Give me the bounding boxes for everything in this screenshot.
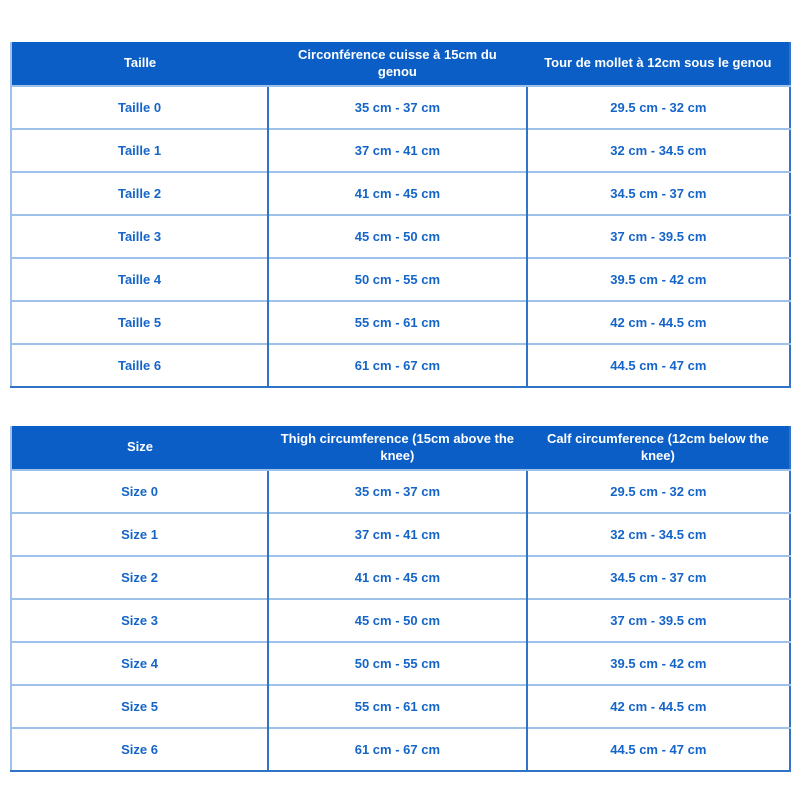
measurement-cell: 32 cm - 34.5 cm bbox=[527, 129, 790, 172]
measurement-cell: 41 cm - 45 cm bbox=[268, 172, 527, 215]
size-label-cell: Size 6 bbox=[11, 728, 268, 771]
table-row bbox=[11, 599, 790, 642]
table-row bbox=[11, 470, 790, 513]
measurement-cell: 37 cm - 39.5 cm bbox=[527, 215, 790, 258]
column-header: Thigh circumference (15cm above the knee) bbox=[268, 426, 527, 470]
measurement-cell: 45 cm - 50 cm bbox=[268, 599, 527, 642]
measurement-cell: 45 cm - 50 cm bbox=[268, 215, 527, 258]
table-row bbox=[11, 258, 790, 301]
size-label-cell: Size 1 bbox=[11, 513, 268, 556]
measurement-cell: 39.5 cm - 42 cm bbox=[527, 258, 790, 301]
size-label-cell: Size 0 bbox=[11, 470, 268, 513]
size-label-cell: Size 2 bbox=[11, 556, 268, 599]
table-row bbox=[11, 513, 790, 556]
table-row bbox=[11, 86, 790, 129]
measurement-cell: 42 cm - 44.5 cm bbox=[527, 301, 790, 344]
measurement-cell: 37 cm - 39.5 cm bbox=[527, 599, 790, 642]
column-header: Circonférence cuisse à 15cm du genou bbox=[268, 42, 527, 86]
measurement-cell: 61 cm - 67 cm bbox=[268, 728, 527, 771]
size-label-cell: Taille 3 bbox=[11, 215, 268, 258]
measurement-cell: 61 cm - 67 cm bbox=[268, 344, 527, 387]
measurement-cell: 42 cm - 44.5 cm bbox=[527, 685, 790, 728]
measurement-cell: 50 cm - 55 cm bbox=[268, 642, 527, 685]
header-row bbox=[11, 42, 790, 86]
table-row bbox=[11, 685, 790, 728]
measurement-cell: 44.5 cm - 47 cm bbox=[527, 344, 790, 387]
measurement-cell: 32 cm - 34.5 cm bbox=[527, 513, 790, 556]
size-label-cell: Size 5 bbox=[11, 685, 268, 728]
measurement-cell: 44.5 cm - 47 cm bbox=[527, 728, 790, 771]
table-row bbox=[11, 556, 790, 599]
measurement-cell: 29.5 cm - 32 cm bbox=[527, 470, 790, 513]
measurement-cell: 35 cm - 37 cm bbox=[268, 86, 527, 129]
measurement-cell: 29.5 cm - 32 cm bbox=[527, 86, 790, 129]
header-row bbox=[11, 426, 790, 470]
size-label-cell: Size 3 bbox=[11, 599, 268, 642]
size-label-cell: Taille 2 bbox=[11, 172, 268, 215]
table-row bbox=[11, 728, 790, 771]
size-table-english bbox=[10, 426, 791, 772]
column-header: Tour de mollet à 12cm sous le genou bbox=[527, 42, 790, 86]
measurement-cell: 41 cm - 45 cm bbox=[268, 556, 527, 599]
table-row bbox=[11, 215, 790, 258]
size-label-cell: Taille 6 bbox=[11, 344, 268, 387]
measurement-cell: 35 cm - 37 cm bbox=[268, 470, 527, 513]
table-row bbox=[11, 344, 790, 387]
measurement-cell: 50 cm - 55 cm bbox=[268, 258, 527, 301]
measurement-cell: 55 cm - 61 cm bbox=[268, 301, 527, 344]
measurement-cell: 37 cm - 41 cm bbox=[268, 129, 527, 172]
column-header: Size bbox=[11, 426, 268, 470]
table-row bbox=[11, 172, 790, 215]
column-header: Taille bbox=[11, 42, 268, 86]
size-label-cell: Taille 1 bbox=[11, 129, 268, 172]
size-label-cell: Taille 4 bbox=[11, 258, 268, 301]
size-label-cell: Taille 5 bbox=[11, 301, 268, 344]
measurement-cell: 37 cm - 41 cm bbox=[268, 513, 527, 556]
measurement-cell: 34.5 cm - 37 cm bbox=[527, 556, 790, 599]
column-header: Calf circumference (12cm below the knee) bbox=[527, 426, 790, 470]
size-label-cell: Size 4 bbox=[11, 642, 268, 685]
size-table-french bbox=[10, 42, 791, 388]
measurement-cell: 39.5 cm - 42 cm bbox=[527, 642, 790, 685]
table-row bbox=[11, 129, 790, 172]
measurement-cell: 34.5 cm - 37 cm bbox=[527, 172, 790, 215]
table-row bbox=[11, 301, 790, 344]
size-label-cell: Taille 0 bbox=[11, 86, 268, 129]
measurement-cell: 55 cm - 61 cm bbox=[268, 685, 527, 728]
table-row bbox=[11, 642, 790, 685]
